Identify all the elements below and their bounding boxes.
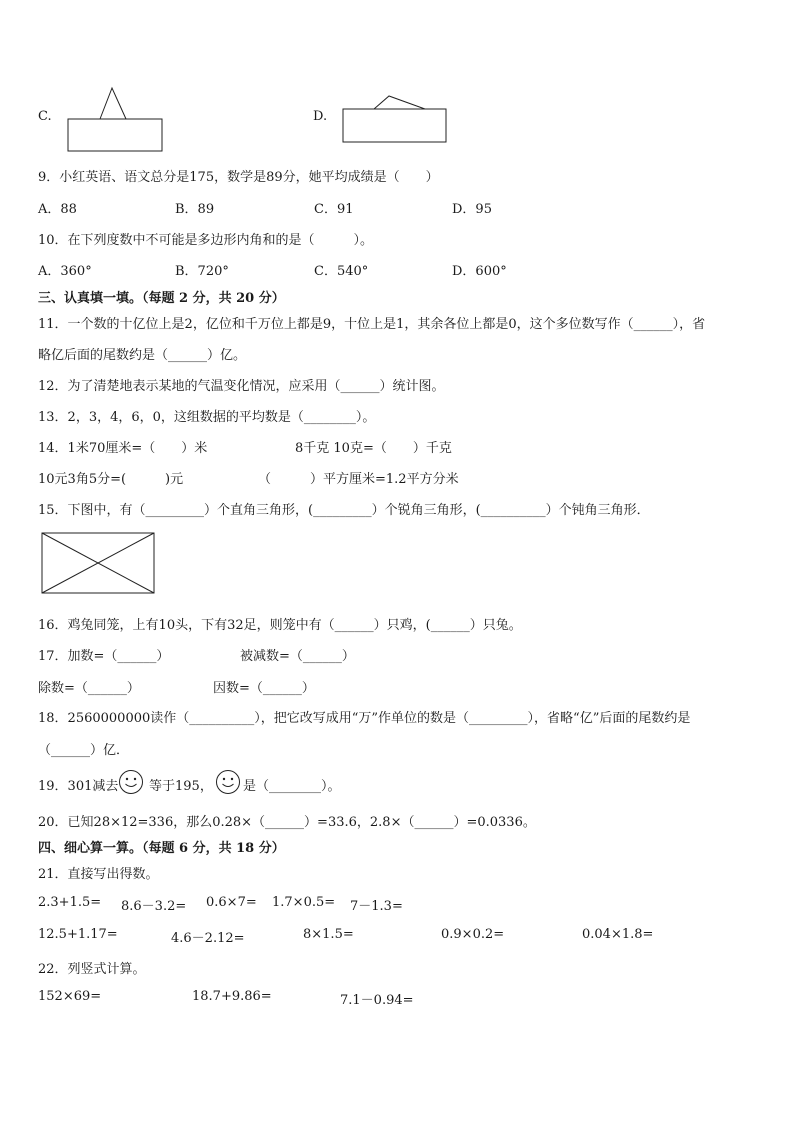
q10-stem: 10．在下列度数中不可能是多边形内角和的是（ ）。: [38, 233, 374, 248]
q21-stem: 21．直接写出得数。: [38, 867, 159, 882]
q10-option-c: C．540°: [314, 264, 369, 279]
section3-heading: 三、认真填一填。（每题 2 分，共 20 分）: [38, 291, 285, 306]
q11-line2: 略亿后面的尾数约是（______）亿。: [38, 348, 247, 363]
q21-row1-item3: 0.6×7=: [206, 895, 257, 910]
q13-stem: 13．2，3，4，6，0，这组数据的平均数是（________）。: [38, 410, 376, 425]
q21-row1-item4: 1.7×0.5=: [272, 895, 336, 910]
q17-part-d: 因数=（______）: [213, 681, 315, 696]
q21-row2-item4: 0.9×0.2=: [441, 927, 505, 942]
q11-line1: 11．一个数的十亿位上是2，亿位和千万位上都是9，十位上是1，其余各位上都是0，这个多位数写作（______），省: [38, 317, 706, 332]
q19-part3: 是（________）。: [243, 779, 341, 794]
q21-row1-item5: 7－1.3=: [350, 899, 403, 914]
q14-part-c: 10元3角5分=( )元: [38, 472, 184, 487]
q17-part-a: 17．加数=（______）: [38, 649, 170, 664]
q9-option-b: B．89: [175, 202, 215, 217]
q21-row2-item1: 12.5+1.17=: [38, 927, 118, 942]
q19-part1: 19．301减去: [38, 779, 119, 794]
q8-option-d-label: D.: [313, 109, 328, 124]
q8-option-c-label: C.: [38, 109, 52, 124]
q10-option-a: A．360°: [38, 264, 92, 279]
q22-item3: 7.1－0.94=: [340, 993, 414, 1008]
q15-stem: 15．下图中，有（_________）个直角三角形，(_________）个锐角三角形，(__________）个钝角三角形．: [38, 503, 650, 518]
q17-part-c: 除数=（______）: [38, 681, 140, 696]
q14-part-a: 14．1米70厘米=（ ）米: [38, 441, 208, 456]
section4-heading: 四、细心算一算。（每题 6 分，共 18 分）: [38, 841, 285, 856]
smiley-face-icon: [215, 769, 241, 795]
q9-option-c: C．91: [314, 202, 354, 217]
q14-part-b: 8千克 10克=（ ）千克: [295, 441, 452, 456]
q22-stem: 22．列竖式计算。: [38, 962, 146, 977]
q22-item1: 152×69=: [38, 989, 102, 1004]
q10-option-d: D．600°: [452, 264, 507, 279]
q21-row2-item2: 4.6－2.12=: [171, 931, 245, 946]
q9-option-a: A．88: [38, 202, 77, 217]
q21-row2-item3: 8×1.5=: [303, 927, 354, 942]
q22-item2: 18.7+9.86=: [192, 989, 272, 1004]
q21-row1-item2: 8.6－3.2=: [121, 899, 187, 914]
q21-row2-item5: 0.04×1.8=: [582, 927, 654, 942]
q21-row1-item1: 2.3+1.5=: [38, 895, 102, 910]
q15-rectangle-figure: [40, 531, 158, 597]
q18-line1: 18．2560000000读作（__________），把它改写成用“万”作单位的数是（_________），省略“亿”后面的尾数约是: [38, 711, 691, 726]
q8-figure-c: [66, 86, 166, 156]
q16-stem: 16．鸡兔同笼，上有10头，下有32足，则笼中有（______）只鸡，(______）只兔。: [38, 618, 522, 633]
q8-figure-d: [340, 93, 452, 148]
q19-part2: 等于195，: [149, 779, 213, 794]
q10-option-b: B．720°: [175, 264, 229, 279]
q18-line2: （______）亿．: [38, 743, 130, 758]
q20-stem: 20．已知28×12=336，那么0.28×（______）=33.6，2.8×（______）=0.0336。: [38, 815, 536, 830]
smiley-face-icon: [118, 769, 144, 795]
q17-part-b: 被减数=（______）: [240, 649, 355, 664]
q9-stem: 9．小红英语、语文总分是175，数学是89分，她平均成绩是（ ）: [38, 170, 439, 185]
q9-option-d: D．95: [452, 202, 492, 217]
q12-stem: 12．为了清楚地表示某地的气温变化情况，应采用（______）统计图。: [38, 379, 445, 394]
q14-part-d: （ ）平方厘米=1.2平方分米: [258, 472, 459, 487]
